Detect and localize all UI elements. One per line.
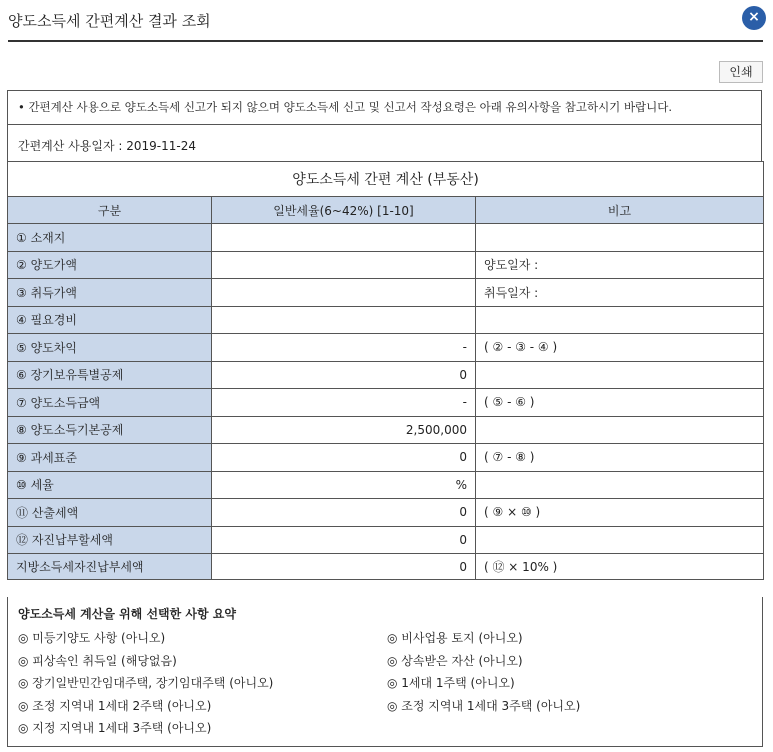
calculation-table xyxy=(7,161,764,580)
summary-title: 양도소득세 계산을 위해 선택한 사항 요약 xyxy=(18,607,236,621)
use-date: 간편계산 사용일자 : 2019-11-24 xyxy=(7,124,762,162)
summary-item: ◎ 비사업용 토지 (아니오) xyxy=(387,631,523,645)
table-row xyxy=(8,279,764,307)
row-note xyxy=(476,416,764,444)
table-row xyxy=(8,526,764,554)
row-label: ⑧ 양도소득기본공제 xyxy=(8,416,212,444)
table-row xyxy=(8,389,764,417)
summary-item: ◎ 상속받은 자산 (아니오) xyxy=(387,653,523,668)
row-value xyxy=(212,251,476,279)
row-note xyxy=(476,361,764,389)
row-value: 0 xyxy=(212,526,476,554)
row-note: 취득일자 : xyxy=(476,279,764,307)
row-value: 2,500,000 xyxy=(212,416,476,444)
print-button[interactable]: 인쇄 xyxy=(719,61,763,83)
table-row xyxy=(8,251,764,279)
row-label: ④ 필요경비 xyxy=(8,306,212,334)
table-row xyxy=(8,361,764,389)
table-row xyxy=(8,499,764,527)
header-rate: 일반세율(6~42%) [1-10] xyxy=(212,197,476,224)
row-label: ⑨ 과세표준 xyxy=(8,444,212,472)
row-note xyxy=(476,306,764,334)
dialog-title: 양도소득세 간편계산 결과 조회 xyxy=(8,12,211,30)
row-value: 0 xyxy=(212,499,476,527)
summary-item: ◎ 조정 지역내 1세대 2주택 (아니오) xyxy=(18,698,212,713)
row-label: ② 양도가액 xyxy=(8,251,212,279)
row-value: % xyxy=(212,471,476,499)
selection-summary xyxy=(7,597,763,747)
row-label: ⑤ 양도차익 xyxy=(8,334,212,362)
row-note: ( ⑤ - ⑥ ) xyxy=(476,389,764,417)
row-note: 양도일자 : xyxy=(476,251,764,279)
summary-item: ◎ 조정 지역내 1세대 3주택 (아니오) xyxy=(387,698,581,713)
row-label: ⑫ 자진납부할세액 xyxy=(8,526,212,554)
close-icon[interactable]: × xyxy=(742,6,766,30)
summary-item: ◎ 미등기양도 사항 (아니오) xyxy=(18,631,166,645)
row-label: 지방소득세자진납부세액 xyxy=(8,554,212,580)
table-row xyxy=(8,444,764,472)
header-category: 구분 xyxy=(8,197,212,224)
dialog-header xyxy=(8,0,763,42)
row-note: ( ⑨ × ⑩ ) xyxy=(476,499,764,527)
row-label: ⑥ 장기보유특별공제 xyxy=(8,361,212,389)
header-note: 비고 xyxy=(476,197,764,224)
row-note: ( ② - ③ - ④ ) xyxy=(476,334,764,362)
table-row xyxy=(8,416,764,444)
row-label: ⑩ 세율 xyxy=(8,471,212,499)
table-row xyxy=(8,471,764,499)
row-value xyxy=(212,224,476,252)
summary-item: ◎ 피상속인 취득일 (해당없음) xyxy=(18,653,177,668)
row-value: - xyxy=(212,389,476,417)
summary-item: ◎ 지정 지역내 1세대 3주택 (아니오) xyxy=(18,721,212,735)
row-value xyxy=(212,279,476,307)
summary-item: ◎ 1세대 1주택 (아니오) xyxy=(387,676,515,690)
row-note: ( ⑦ - ⑧ ) xyxy=(476,444,764,472)
table-row xyxy=(8,334,764,362)
row-label: ③ 취득가액 xyxy=(8,279,212,307)
row-note xyxy=(476,224,764,252)
row-value: 0 xyxy=(212,444,476,472)
row-value: 0 xyxy=(212,361,476,389)
row-label: ⑦ 양도소득금액 xyxy=(8,389,212,417)
row-value: - xyxy=(212,334,476,362)
table-caption: 양도소득세 간편 계산 (부동산) xyxy=(8,162,764,197)
table-row xyxy=(8,306,764,334)
summary-left-column xyxy=(18,629,273,742)
row-note xyxy=(476,526,764,554)
notice-text: • 간편계산 사용으로 양도소득세 신고가 되지 않으며 양도소득세 신고 및 신고서 작성요령은 아래 유의사항을 참고하시기 바랍니다. xyxy=(7,90,762,124)
row-label: ① 소재지 xyxy=(8,224,212,252)
row-label: ⑪ 산출세액 xyxy=(8,499,212,527)
row-value: 0 xyxy=(212,554,476,580)
row-note: ( ⑫ × 10% ) xyxy=(476,554,764,580)
row-note xyxy=(476,471,764,499)
summary-right-column xyxy=(387,629,580,719)
table-row xyxy=(8,554,764,580)
row-value xyxy=(212,306,476,334)
table-row xyxy=(8,224,764,252)
summary-item: ◎ 장기일반민간임대주택, 장기임대주택 (아니오) xyxy=(18,676,274,690)
